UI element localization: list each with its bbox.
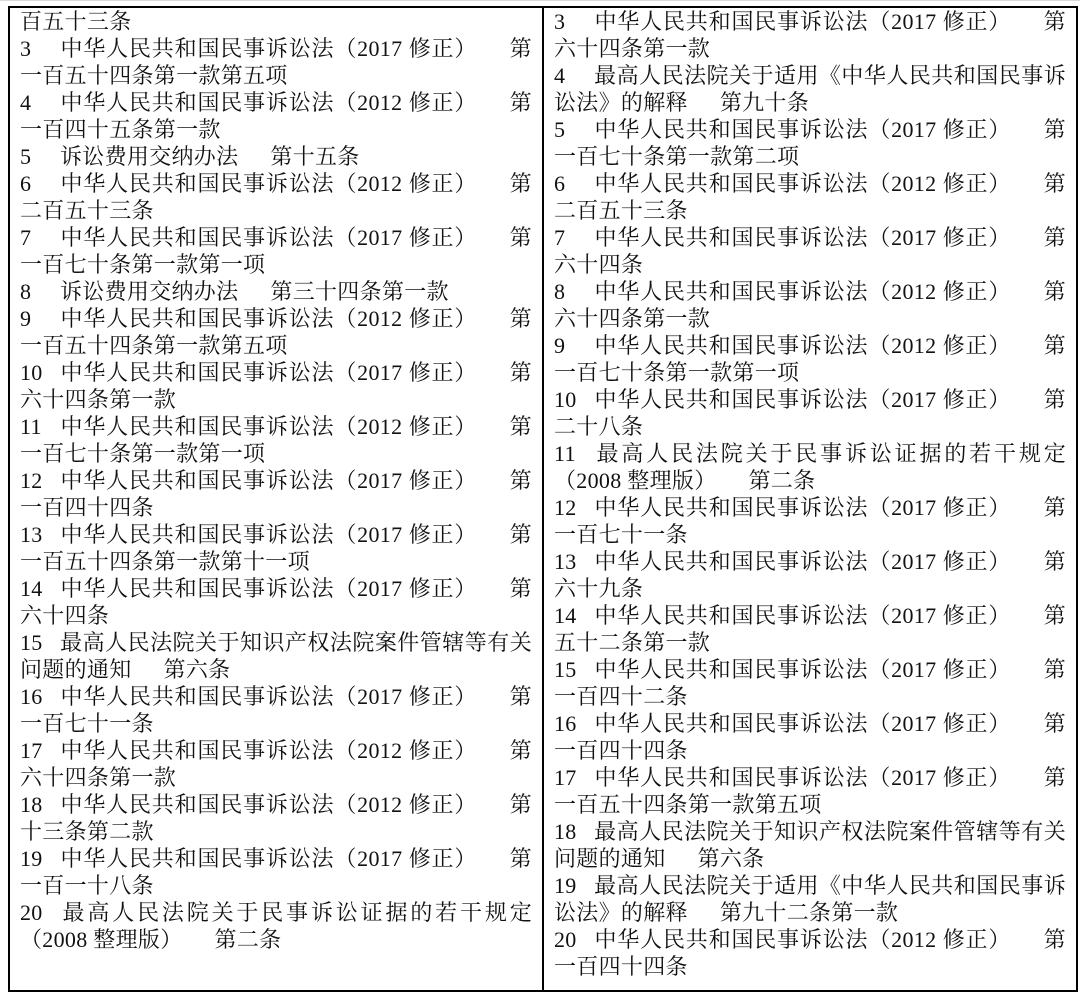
entry-article: 第六十四条 — [554, 225, 1066, 277]
entry-number: 16 — [554, 711, 577, 736]
entry-article: 第二十八条 — [554, 387, 1066, 439]
right-entry — [554, 116, 1066, 170]
entry-article: 第六条 — [697, 846, 765, 871]
entry-law-title: 最高人民法院关于适用《中华人民共和国民事诉讼法》的解释 — [554, 63, 1066, 115]
left-entry — [20, 413, 532, 467]
entry-article: 第十三条第二款 — [20, 792, 532, 844]
entry-number: 5 — [20, 144, 32, 169]
entry-law-title: 中华人民共和国民事诉讼法（2017 修正） — [60, 36, 478, 61]
entry-article: 第六十四条第一款 — [20, 738, 532, 790]
right-entry — [554, 548, 1066, 602]
entry-article: 第一百七十条第一款第二项 — [554, 117, 1066, 169]
left-entry — [20, 521, 532, 575]
entry-number: 17 — [554, 765, 577, 790]
left-entry-list — [20, 8, 532, 953]
left-entry — [20, 683, 532, 737]
entry-law-title: 中华人民共和国民事诉讼法（2012 修正） — [594, 171, 1012, 196]
entry-number: 12 — [554, 495, 577, 520]
entry-article: 第六十四条第一款 — [554, 9, 1066, 61]
entry-article: 第一百五十四条第一款第五项 — [554, 765, 1066, 817]
entry-law-title: 最高人民法院关于知识产权法院案件管辖等有关问题的通知 — [554, 819, 1066, 871]
entry-law-title: 中华人民共和国民事诉讼法（2012 修正） — [594, 279, 1012, 304]
entry-number: 7 — [20, 225, 32, 250]
right-entry — [554, 764, 1066, 818]
entry-number: 13 — [554, 549, 577, 574]
left-entry — [20, 629, 532, 683]
entry-law-title: 中华人民共和国民事诉讼法（2017 修正） — [594, 495, 1012, 520]
entry-law-title: 最高人民法院关于知识产权法院案件管辖等有关问题的通知 — [20, 630, 532, 682]
entry-article: 第三十四条第一款 — [270, 279, 449, 304]
entry-number: 3 — [554, 9, 566, 34]
entry-article: 第一百四十四条 — [20, 468, 532, 520]
entry-law-title: 中华人民共和国民事诉讼法（2017 修正） — [594, 9, 1012, 34]
entry-article: 第一百七十一条 — [20, 684, 532, 736]
entry-number: 8 — [20, 279, 32, 304]
entry-article: 第一百五十四条第一款第五项 — [20, 36, 532, 88]
entry-law-title: 中华人民共和国民事诉讼法（2017 修正） — [594, 711, 1012, 736]
right-column-cell — [543, 7, 1077, 991]
left-entry — [20, 224, 532, 278]
entry-article: 第一百七十一条 — [554, 495, 1066, 547]
entry-number: 8 — [554, 279, 566, 304]
right-entry — [554, 224, 1066, 278]
entry-number: 20 — [20, 900, 43, 925]
entry-law-title: 最高人民法院关于适用《中华人民共和国民事诉讼法》的解释 — [554, 873, 1066, 925]
entry-article: 第一百一十八条 — [20, 846, 532, 898]
entry-number: 15 — [20, 630, 43, 655]
entry-article: 第一百四十二条 — [554, 657, 1066, 709]
entry-law-title: 中华人民共和国民事诉讼法（2017 修正） — [60, 360, 478, 385]
entry-law-title: 中华人民共和国民事诉讼法（2017 修正） — [60, 522, 478, 547]
left-column-cell — [9, 7, 543, 991]
left-entry — [20, 143, 532, 170]
right-entry — [554, 386, 1066, 440]
entry-article: 第一百五十四条第一款第十一项 — [20, 522, 532, 574]
entry-law-title: 中华人民共和国民事诉讼法（2017 修正） — [594, 657, 1012, 682]
left-entry — [20, 899, 532, 953]
right-entry — [554, 656, 1066, 710]
entry-law-title: 中华人民共和国民事诉讼法（2017 修正） — [594, 387, 1012, 412]
left-entry — [20, 467, 532, 521]
entry-number: 4 — [20, 90, 32, 115]
left-entry — [20, 170, 532, 224]
entry-article: 第一百四十四条 — [554, 711, 1066, 763]
entry-number: 9 — [554, 333, 566, 358]
entry-article: 第九十条 — [719, 90, 810, 115]
entry-number: 15 — [554, 657, 577, 682]
entry-law-title: 中华人民共和国民事诉讼法（2017 修正） — [60, 846, 478, 871]
entry-number: 11 — [554, 441, 576, 466]
entry-law-title: 中华人民共和国民事诉讼法（2017 修正） — [594, 765, 1012, 790]
entry-law-title: 中华人民共和国民事诉讼法（2017 修正） — [60, 576, 478, 601]
right-entry — [554, 440, 1066, 494]
entry-number: 7 — [554, 225, 566, 250]
entry-law-title: 中华人民共和国民事诉讼法（2012 修正） — [60, 171, 478, 196]
left-entry — [20, 35, 532, 89]
right-entry — [554, 62, 1066, 116]
right-entry — [554, 278, 1066, 332]
entry-number: 18 — [20, 792, 43, 817]
right-entry-list — [554, 8, 1066, 980]
right-entry — [554, 710, 1066, 764]
entry-number: 10 — [554, 387, 577, 412]
entry-number: 6 — [554, 171, 566, 196]
entry-article: 第六十四条 — [20, 576, 532, 628]
page-top-rule — [0, 0, 1080, 1]
entry-article: 第一百七十条第一款第一项 — [554, 333, 1066, 385]
entry-number: 17 — [20, 738, 43, 763]
entry-number: 19 — [554, 873, 577, 898]
entry-law-title: 百五十三条 — [20, 9, 132, 34]
entry-number: 9 — [20, 306, 32, 331]
entry-law-title: 中华人民共和国民事诉讼法（2017 修正） — [60, 468, 478, 493]
entry-law-title: 中华人民共和国民事诉讼法（2017 修正） — [60, 684, 478, 709]
entry-article: 第六十四条第一款 — [20, 360, 532, 412]
entry-number: 5 — [554, 117, 566, 142]
entry-law-title: 诉讼费用交纳办法 — [60, 279, 239, 304]
entry-article: 第二百五十三条 — [20, 171, 532, 223]
entry-number: 18 — [554, 819, 577, 844]
entry-article: 第六十九条 — [554, 549, 1066, 601]
entry-article: 第十五条 — [270, 144, 360, 169]
entry-law-title: 中华人民共和国民事诉讼法（2012 修正） — [60, 792, 478, 817]
entry-number: 10 — [20, 360, 43, 385]
entry-law-title: 中华人民共和国民事诉讼法（2012 修正） — [594, 333, 1012, 358]
entry-number: 19 — [20, 846, 43, 871]
entry-number: 20 — [554, 927, 577, 952]
table-row — [9, 7, 1077, 991]
right-entry — [554, 872, 1066, 926]
entry-number: 4 — [554, 63, 566, 88]
entry-number: 14 — [554, 603, 577, 628]
entry-law-title: 中华人民共和国民事诉讼法（2012 修正） — [594, 927, 1012, 952]
left-entry — [20, 89, 532, 143]
entry-article: 第二条 — [748, 468, 816, 493]
entry-article: 第一百七十条第一款第一项 — [20, 225, 532, 277]
entry-number: 6 — [20, 171, 32, 196]
entry-number: 3 — [20, 36, 32, 61]
left-entry — [20, 8, 532, 35]
entry-law-title: 最高人民法院关于民事诉讼证据的若干规定（2008 整理版） — [20, 900, 532, 952]
entry-article: 第六条 — [163, 657, 231, 682]
entry-law-title: 诉讼费用交纳办法 — [60, 144, 239, 169]
law-reference-table — [8, 6, 1078, 992]
entry-number: 14 — [20, 576, 43, 601]
right-entry — [554, 818, 1066, 872]
left-entry — [20, 575, 532, 629]
entry-law-title: 中华人民共和国民事诉讼法（2017 修正） — [594, 225, 1012, 250]
right-entry — [554, 926, 1066, 980]
entry-law-title: 中华人民共和国民事诉讼法（2012 修正） — [60, 306, 478, 331]
entry-number: 16 — [20, 684, 43, 709]
right-entry — [554, 332, 1066, 386]
right-entry — [554, 170, 1066, 224]
entry-article: 第一百四十五条第一款 — [20, 90, 532, 142]
right-entry — [554, 8, 1066, 62]
left-entry — [20, 278, 532, 305]
entry-article: 第二百五十三条 — [554, 171, 1066, 223]
left-entry — [20, 305, 532, 359]
entry-article: 第一百五十四条第一款第五项 — [20, 306, 532, 358]
entry-article: 第一百四十四条 — [554, 927, 1066, 979]
entry-article: 第五十二条第一款 — [554, 603, 1066, 655]
entry-law-title: 中华人民共和国民事诉讼法（2012 修正） — [60, 414, 478, 439]
entry-article: 第二条 — [214, 927, 282, 952]
entry-law-title: 中华人民共和国民事诉讼法（2017 修正） — [594, 117, 1012, 142]
entry-law-title: 最高人民法院关于民事诉讼证据的若干规定（2008 整理版） — [554, 441, 1066, 493]
entry-law-title: 中华人民共和国民事诉讼法（2012 修正） — [60, 90, 478, 115]
entry-law-title: 中华人民共和国民事诉讼法（2012 修正） — [60, 738, 478, 763]
entry-number: 13 — [20, 522, 43, 547]
left-entry — [20, 791, 532, 845]
entry-law-title: 中华人民共和国民事诉讼法（2017 修正） — [594, 603, 1012, 628]
entry-law-title: 中华人民共和国民事诉讼法（2017 修正） — [60, 225, 478, 250]
left-entry — [20, 737, 532, 791]
entry-article: 第六十四条第一款 — [554, 279, 1066, 331]
entry-number: 12 — [20, 468, 43, 493]
entry-number: 11 — [20, 414, 42, 439]
right-entry — [554, 494, 1066, 548]
left-entry — [20, 845, 532, 899]
entry-law-title: 中华人民共和国民事诉讼法（2017 修正） — [594, 549, 1012, 574]
entry-article: 第一百七十条第一款第一项 — [20, 414, 532, 466]
entry-article: 第九十二条第一款 — [719, 900, 899, 925]
left-entry — [20, 359, 532, 413]
right-entry — [554, 602, 1066, 656]
